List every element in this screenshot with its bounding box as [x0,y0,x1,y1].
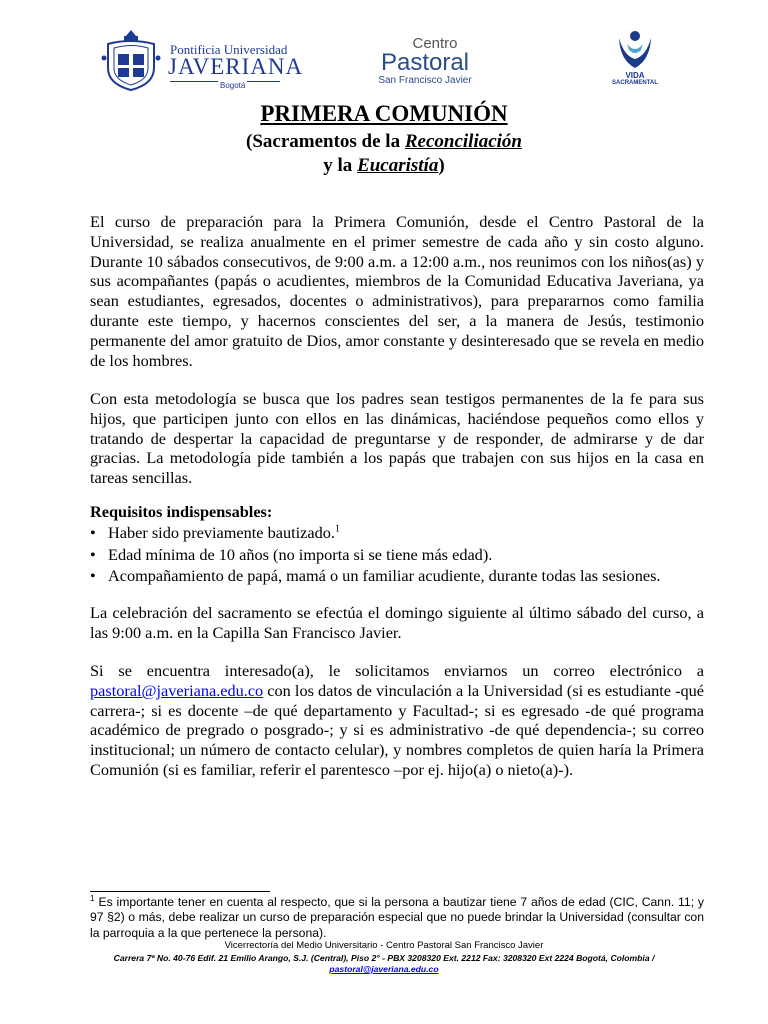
paragraph-contact [90,661,704,780]
centro-pastoral-logo [370,36,480,90]
bullet-icon: • [90,566,96,585]
logo-text-pastoral: Pastoral [380,49,470,76]
requirement-text: Edad mínima de 10 años (no importa si se tiene más edad). [108,544,493,564]
subtitle-reconciliacion: Reconciliación [404,131,522,152]
logo-text-centro: Centro [412,35,458,52]
document-title: PRIMERA COMUNIÓN [260,101,508,126]
list-item [90,544,704,566]
footer-email-line [0,964,768,975]
footnote-text: Es importante tener en cuenta al respecto, que si la persona a bautizar tiene 7 años de edad (CIC, Cann. 11; y 97 §2) o más, debe realizar un curso de preparación especial que no puede brindar la Universidad (consultar con la parroquia a la que pertenece la persona). [90,895,704,940]
contact-text-pre: Si se encuentra interesado(a), le solicitamos enviarnos un correo electrónico a [90,661,704,680]
javeriana-logo [100,28,304,96]
footnote [90,895,704,941]
requirements-heading: Requisitos indispensables: [90,502,273,521]
footer-address: Carrera 7ª No. 40-76 Edif. 21 Emilio Arango, S.J. (Central), Piso 2° - PBX 3208320 Ext. 2212 Fax: 3208320 Ext 2224 Bogotá, Colombia / [113,953,655,963]
logo-text-pontificia: Pontificia Universidad [170,42,288,57]
logo-text-javeriana: JAVERIANA [168,54,304,79]
requirements-list [90,522,704,587]
footer-department: Vicerrectoría del Medio Universitario - Centro Pastoral San Francisco Javier [224,940,544,951]
list-item [90,522,704,544]
paragraph-intro: El curso de preparación para la Primera Comunión, desde el Centro Pastoral de la Universidad, se realiza anualmente en el primer semestre de cada año y sin costo alguno. Durante 10 sábados consecutivos, de 9:00 a.m. a 12:00 a.m., nos reunimos con los niños(as) y sus acompañantes (papás o acudientes, miembros de la Comunidad Educativa Javeriana, ya sean estudiantes, egresados, docentes o administrativos), para prepararnos como familia durante este tiempo, y hacernos conscientes del ser, a la manera de Jesús, testimonio permanente del amor gratuito de Dios, amor constante y desinteresado que se revela en medio de los hombres. [90,212,704,370]
paragraph-celebration: La celebración del sacramento se efectúa el domingo siguiente al último sábado del curso, a las 9:00 a.m. en la Capilla San Francisco Javier. [90,603,704,642]
logo-text-san-francisco: San Francisco Javier [378,75,472,86]
footnote-reference[interactable]: 1 [334,523,340,535]
requirement-text: Haber sido previamente bautizado. [108,523,335,542]
bullet-icon: • [90,544,96,564]
vida-sacramental-logo [614,28,656,90]
document-subtitle-line2 [0,155,768,177]
subtitle-eucaristia: Eucaristía [357,155,439,176]
document-subtitle-line1 [0,131,768,153]
footer-email-link[interactable]: pastoral@javeriana.edu.co [329,964,439,974]
footnote-number: 1 [90,893,95,903]
subtitle-prefix: (Sacramentos de la [246,131,405,152]
university-crest-icon [100,28,162,92]
paragraph-methodology: Con esta metodología se busca que los padres sean testigos permanentes de la fe para sus hijos, que participen junto con ellos en las dinámicas, haciéndose pequeños como ellos y tratando de despertar la capacidad de preguntarse y de responder, de admirarse y de dar gracias. La metodología pide también a los papás que trabajen con sus hijos en la casa en tareas sencillas. [90,389,704,488]
requirement-text: Acompañamiento de papá, mamá o un familiar acudiente, durante todas las sesiones. [108,566,661,585]
contact-text-post: con los datos de vinculación a la Universidad (si es estudiante -qué carrera-; si es docente –de qué departamento y Facultad-; si es egresado -de qué programa académico de pregrado o posgrado-; y si es administrativo -de qué dependencia-; su correo institucional; un número de contacto celular), y nombres completos de quien haría la Primera Comunión (si es familiar, referir el parentesco –por ej. hijo(a) o nieto(a)-). [90,680,704,779]
footnote-divider [90,891,270,892]
subtitle-prefix-2: y la [323,155,358,176]
logo-text-bogota: Bogotá [220,81,246,90]
email-link[interactable]: pastoral@javeriana.edu.co [90,680,264,700]
subtitle-suffix: ) [438,155,445,176]
list-item [90,565,704,587]
vida-sacramental-icon [616,28,654,72]
logo-text-sacramental: SACRAMENTAL [612,80,658,86]
bullet-icon: • [90,523,96,542]
logo-text-vida: VIDA [625,71,645,80]
